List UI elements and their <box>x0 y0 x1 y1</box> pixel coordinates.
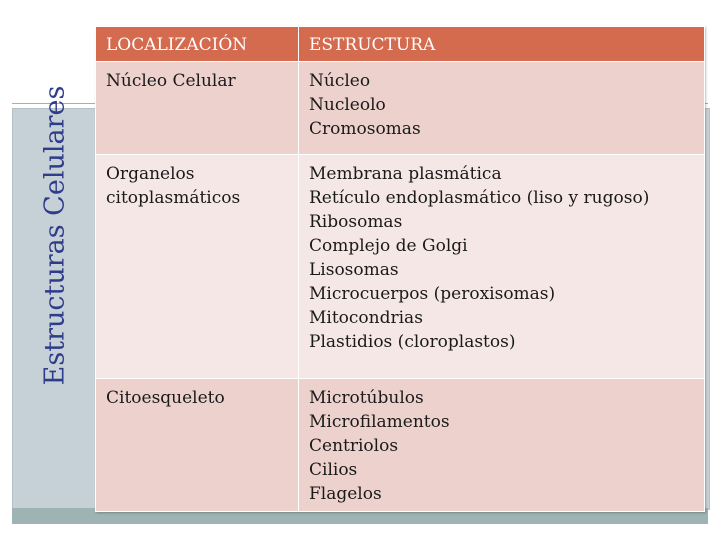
structure-item: Mitocondrias <box>309 308 423 328</box>
location-cell: Núcleo Celular <box>96 62 299 155</box>
structure-item: Membrana plasmática <box>309 164 502 184</box>
header-localizacion: LOCALIZACIÓN <box>96 27 299 62</box>
structure-item: Microtúbulos <box>309 388 424 408</box>
side-title <box>20 60 90 410</box>
structure-item: Lisosomas <box>309 260 399 280</box>
structure-item: Núcleo <box>309 71 371 91</box>
structures-cell <box>299 155 705 379</box>
structure-item: Cilios <box>309 460 358 480</box>
structure-item: Microfilamentos <box>309 412 450 432</box>
side-title-text: Estructuras Celulares <box>39 85 71 385</box>
structures-table <box>95 26 705 512</box>
structure-item: Plastidios (cloroplastos) <box>309 332 516 352</box>
table-header-row <box>96 27 705 62</box>
structures-cell <box>299 379 705 512</box>
structure-item: Nucleolo <box>309 95 386 115</box>
structure-item: Ribosomas <box>309 212 403 232</box>
table-row <box>96 379 705 512</box>
table-row <box>96 155 705 379</box>
structure-item: Cromosomas <box>309 119 421 139</box>
structure-item: Flagelos <box>309 484 382 504</box>
structure-item: Microcuerpos (peroxisomas) <box>309 284 556 304</box>
structure-item: Centriolos <box>309 436 399 456</box>
structures-cell <box>299 62 705 155</box>
header-estructura: ESTRUCTURA <box>299 27 705 62</box>
location-cell: Organelos citoplasmáticos <box>96 155 299 379</box>
table-row <box>96 62 705 155</box>
structure-item: Retículo endoplasmático (liso y rugoso) <box>309 188 650 208</box>
structure-item: Complejo de Golgi <box>309 236 468 256</box>
location-cell: Citoesqueleto <box>96 379 299 512</box>
